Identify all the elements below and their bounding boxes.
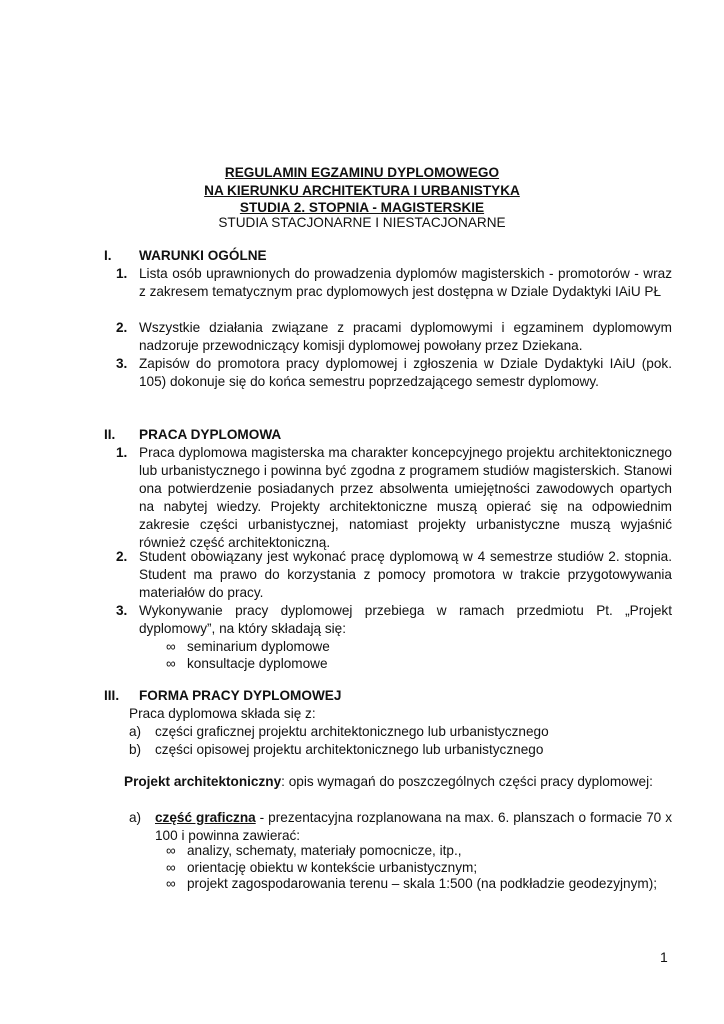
s2-item-3-number: 3.: [116, 603, 128, 618]
s1-item-2-number: 2.: [116, 320, 128, 335]
s2-item-3-text: Wykonywanie pracy dyplomowej przebiega w ramach przedmiotu Pt. „Projekt dyplomowy”, na który składają się:: [139, 603, 672, 636]
section-3-intro: Praca dyplomowa składa się z:: [129, 706, 316, 721]
option-b-letter: b): [129, 742, 142, 757]
section-1-number: I.: [104, 248, 112, 263]
section-2-number: II.: [104, 427, 116, 442]
s2-item-2-number: 2.: [116, 549, 128, 564]
s1-item-1-number: 1.: [116, 266, 128, 281]
graphic-bullet-3: projekt zagospodarowania terenu – skala 1:500 (na podkładzie geodezyjnym);: [187, 876, 658, 891]
s2-item-2-text: Student obowiązany jest wykonać pracę dyplomową w 4 semestrze studiów 2. stopnia. Student ma prawo do korzystania z pomocy promotora w trakcie przygotowywania materiałów do pracy.: [139, 549, 672, 600]
infinity-bullet-icon: ∞: [166, 876, 176, 891]
graphic-bullet-1: analizy, schematy, materiały pomocnicze, itp.,: [187, 843, 462, 858]
document-subtitle: STUDIA STACJONARNE I NIESTACJONARNE: [218, 215, 506, 230]
infinity-bullet-icon: ∞: [166, 860, 176, 875]
s2-item-1-number: 1.: [116, 445, 128, 460]
s1-item-1-text: Lista osób uprawnionych do prowadzenia dyplomów magisterskich - promotorów - wraz z zakresem tematycznym prac dyplomowych jest dostępna w Dziale Dydaktyki IAiU PŁ: [139, 266, 672, 299]
section-3-number: III.: [104, 688, 120, 703]
page-number: 1: [660, 949, 668, 965]
s2-item-1-text: Praca dyplomowa magisterska ma charakter koncepcyjnego projektu architektonicznego lub urbanistycznego i powinna być zgodna z programem studiów magisterskich. Stanowi ona potwierdzenie posiadanych przez absolwenta umiejętności zawodowych opartych na nabytej wiedzy. Projekty architektoniczne muszą opierać się na odpowiednim zakresie części urbanistycznej, natomiast projekty urbanistyczne muszą wyjaśnić również część architektoniczną.: [139, 445, 672, 550]
graphic-part-paragraph: [155, 809, 672, 845]
infinity-bullet-icon: ∞: [166, 656, 176, 671]
title-line-1: REGULAMIN EGZAMINU DYPLOMOWEGO: [224, 165, 500, 180]
option-a-letter: a): [129, 724, 142, 739]
s1-item-2-text: Wszystkie działania związane z pracami dyplomowymi i egzaminem dyplomowym nadzoruje przewodniczący komisji dyplomowej powołany przez Dziekana.: [139, 320, 672, 353]
option-b-text: części opisowej projektu architektonicznego lub urbanistycznego: [155, 742, 544, 757]
option-a-text: części graficznej projektu architektonicznego lub urbanistycznego: [155, 724, 549, 739]
graphic-part-description: - prezentacyjna rozplanowana na max. 6. planszach o formacie 70 x 100 i powinna zawierać:: [155, 810, 672, 843]
graphic-part-letter: a): [129, 810, 142, 825]
s1-item-3-text: Zapisów do promotora pracy dyplomowej i zgłoszenia w Dziale Dydaktyki IAiU (pok. 105) dokonuje się do końca semestru poprzedzającego semestr dyplomowy.: [139, 356, 672, 389]
graphic-bullet-2: orientację obiektu w kontekście urbanistycznym;: [187, 860, 478, 875]
title-line-2: NA KIERUNKU ARCHITEKTURA I URBANISTYKA: [204, 183, 520, 198]
section-3-title: FORMA PRACY DYPLOMOWEJ: [139, 688, 342, 703]
title-line-3: STUDIA 2. STOPNIA - MAGISTERSKIE: [239, 200, 485, 215]
bullet-konsultacje: konsultacje dyplomowe: [187, 656, 328, 671]
s1-item-3-number: 3.: [116, 356, 128, 371]
infinity-bullet-icon: ∞: [166, 639, 176, 654]
infinity-bullet-icon: ∞: [166, 843, 176, 858]
project-label: Projekt architektoniczny: [124, 774, 282, 789]
bullet-seminarium: seminarium dyplomowe: [187, 639, 330, 654]
project-paragraph: [124, 773, 672, 791]
graphic-part-label: część graficzna: [155, 810, 256, 825]
section-2-title: PRACA DYPLOMOWA: [139, 427, 282, 442]
project-description: : opis wymagań do poszczególnych części pracy dyplomowej:: [281, 774, 653, 789]
section-1-title: WARUNKI OGÓLNE: [139, 248, 267, 263]
